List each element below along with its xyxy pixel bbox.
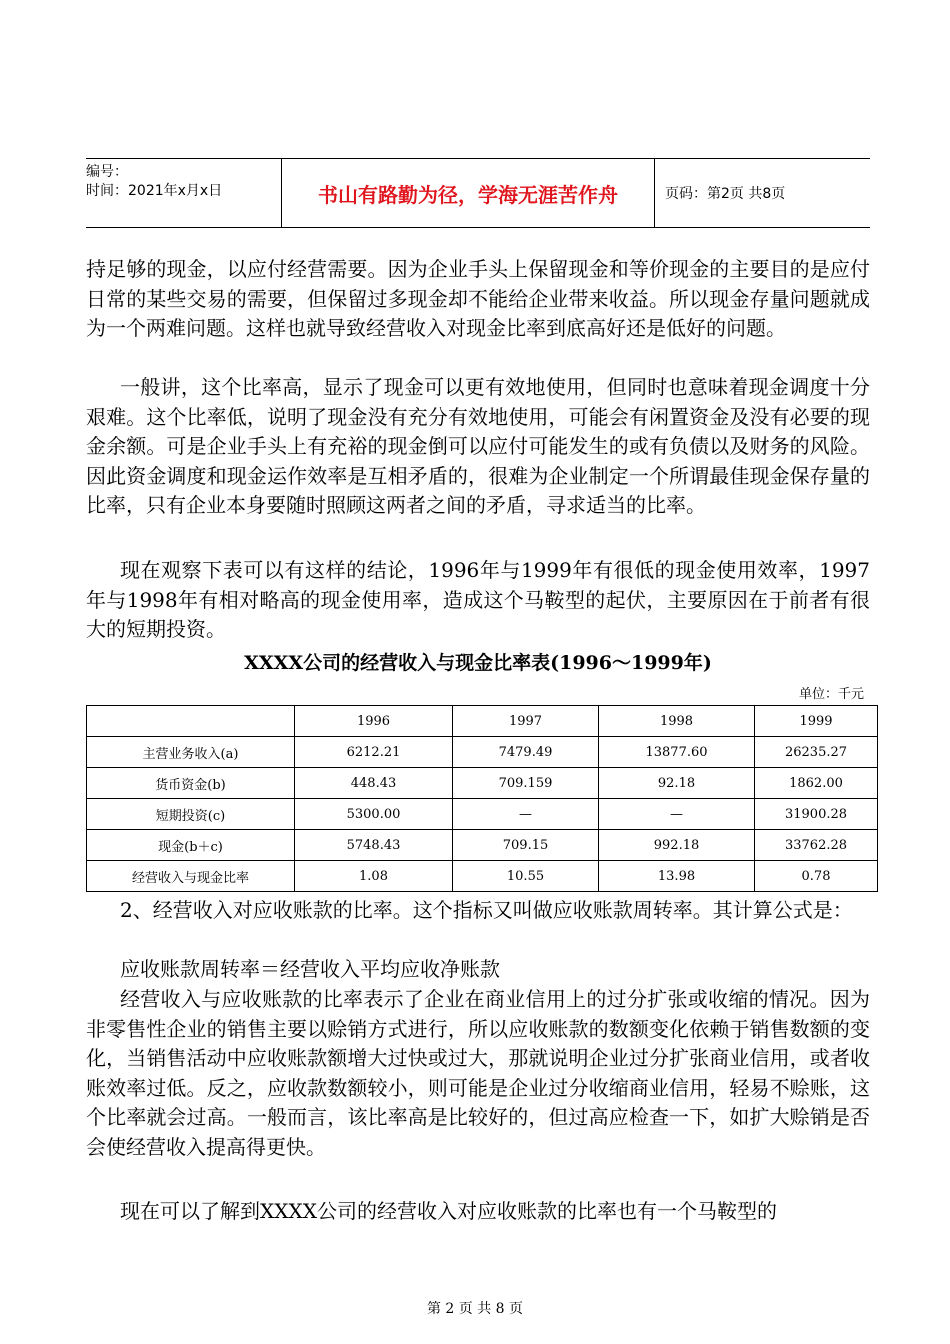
paragraph-3: 现在观察下表可以有这样的结论，1996年与1999年有很低的现金使用效率，1997年与1998年有相对略高的现金使用率，造成这个马鞍型的起伏，主要原因在于前者有很大的短期投资。 [86, 558, 870, 641]
formula-line: 应收账款周转率＝经营收入平均应收净账款 [120, 957, 500, 981]
table-cell: 1.08 [295, 861, 453, 892]
table-cell: 1997 [453, 706, 599, 737]
number-label: 编号： [86, 164, 128, 180]
table-cell: 448.43 [295, 768, 453, 799]
table-title: XXXX公司的经营收入与现金比率表(1996～1999年) [244, 652, 712, 674]
paragraph-6: 现在可以了解到XXXX公司的经营收入对应收账款的比率也有一个马鞍型的 [120, 1199, 777, 1223]
table-cell: 709.15 [453, 830, 599, 861]
header-meta [86, 159, 282, 227]
table-cell: 1999 [755, 706, 878, 737]
table-cell: 5300.00 [295, 799, 453, 830]
table-cell: 经营收入与现金比率 [87, 861, 295, 892]
table-cell: 26235.27 [755, 737, 878, 768]
paragraph-5: 经营收入与应收账款的比率表示了企业在商业信用上的过分扩张或收缩的情况。因为非零售性企业的销售主要以赊销方式进行，所以应收账款的数额变化依赖于销售数额的变化，当销售活动中应收账款额增大过快或过大，那就说明企业过分扩张商业信用，或者收账效率过低。反之，应收款数额较小，则可能是企业过分收缩商业信用，轻易不赊账，这个比率就会过高。一般而言，该比率高是比较好的，但过高应检查一下，如扩大赊销是否会使经营收入提高得更快。 [86, 987, 870, 1159]
table-cell: 992.18 [599, 830, 755, 861]
table-cell: 13877.60 [599, 737, 755, 768]
table-row [87, 861, 878, 892]
table-row [87, 768, 878, 799]
table-cell [87, 706, 295, 737]
table-cell: 货币资金(b) [87, 768, 295, 799]
table-cell: — [453, 799, 599, 830]
table-cell: 709.159 [453, 768, 599, 799]
table-cell: 0.78 [755, 861, 878, 892]
table-cell: 1996 [295, 706, 453, 737]
page-footer: 第 2 页 共 8 页 [426, 1301, 524, 1317]
table-cell: 6212.21 [295, 737, 453, 768]
ratio-table [86, 705, 878, 892]
header-page-info: 页码：第2页 共8页 [665, 186, 786, 202]
table-cell: 1998 [599, 706, 755, 737]
table-cell: 现金(b＋c) [87, 830, 295, 861]
paragraph-4: 2、经营收入对应收账款的比率。这个指标又叫做应收账款周转率。其计算公式是： [120, 898, 853, 922]
table-cell: 5748.43 [295, 830, 453, 861]
table-cell: 1862.00 [755, 768, 878, 799]
table-cell: 92.18 [599, 768, 755, 799]
table-cell: — [599, 799, 755, 830]
table-cell: 短期投资(c) [87, 799, 295, 830]
table-row [87, 799, 878, 830]
table-row [87, 737, 878, 768]
table-unit: 单位：千元 [798, 687, 864, 702]
page-header [86, 158, 870, 228]
time-label: 时间：2021年x月x日 [86, 183, 223, 199]
table-header-row [87, 706, 878, 737]
table-cell: 10.55 [453, 861, 599, 892]
table-cell: 主营业务收入(a) [87, 737, 295, 768]
header-motto: 书山有路勤为径，学海无涯苦作舟 [282, 159, 655, 227]
table-row [87, 830, 878, 861]
table-cell: 13.98 [599, 861, 755, 892]
paragraph-2: 一般讲，这个比率高，显示了现金可以更有效地使用，但同时也意味着现金调度十分艰难。这个比率低，说明了现金没有充分有效地使用，可能会有闲置资金及没有必要的现金余额。可是企业手头上有充裕的现金倒可以应付可能发生的或有负债以及财务的风险。因此资金调度和现金运作效率是互相矛盾的，很难为企业制定一个所谓最佳现金保存量的比率，只有企业本身要随时照顾这两者之间的矛盾，寻求适当的比率。 [86, 375, 870, 517]
table-cell: 33762.28 [755, 830, 878, 861]
paragraph-1: 持足够的现金，以应付经营需要。因为企业手头上保留现金和等价现金的主要目的是应付日常的某些交易的需要，但保留过多现金却不能给企业带来收益。所以现金存量问题就成为一个两难问题。这样也就导致经营收入对现金比率到底高好还是低好的问题。 [86, 257, 870, 340]
table-cell: 31900.28 [755, 799, 878, 830]
table-cell: 7479.49 [453, 737, 599, 768]
